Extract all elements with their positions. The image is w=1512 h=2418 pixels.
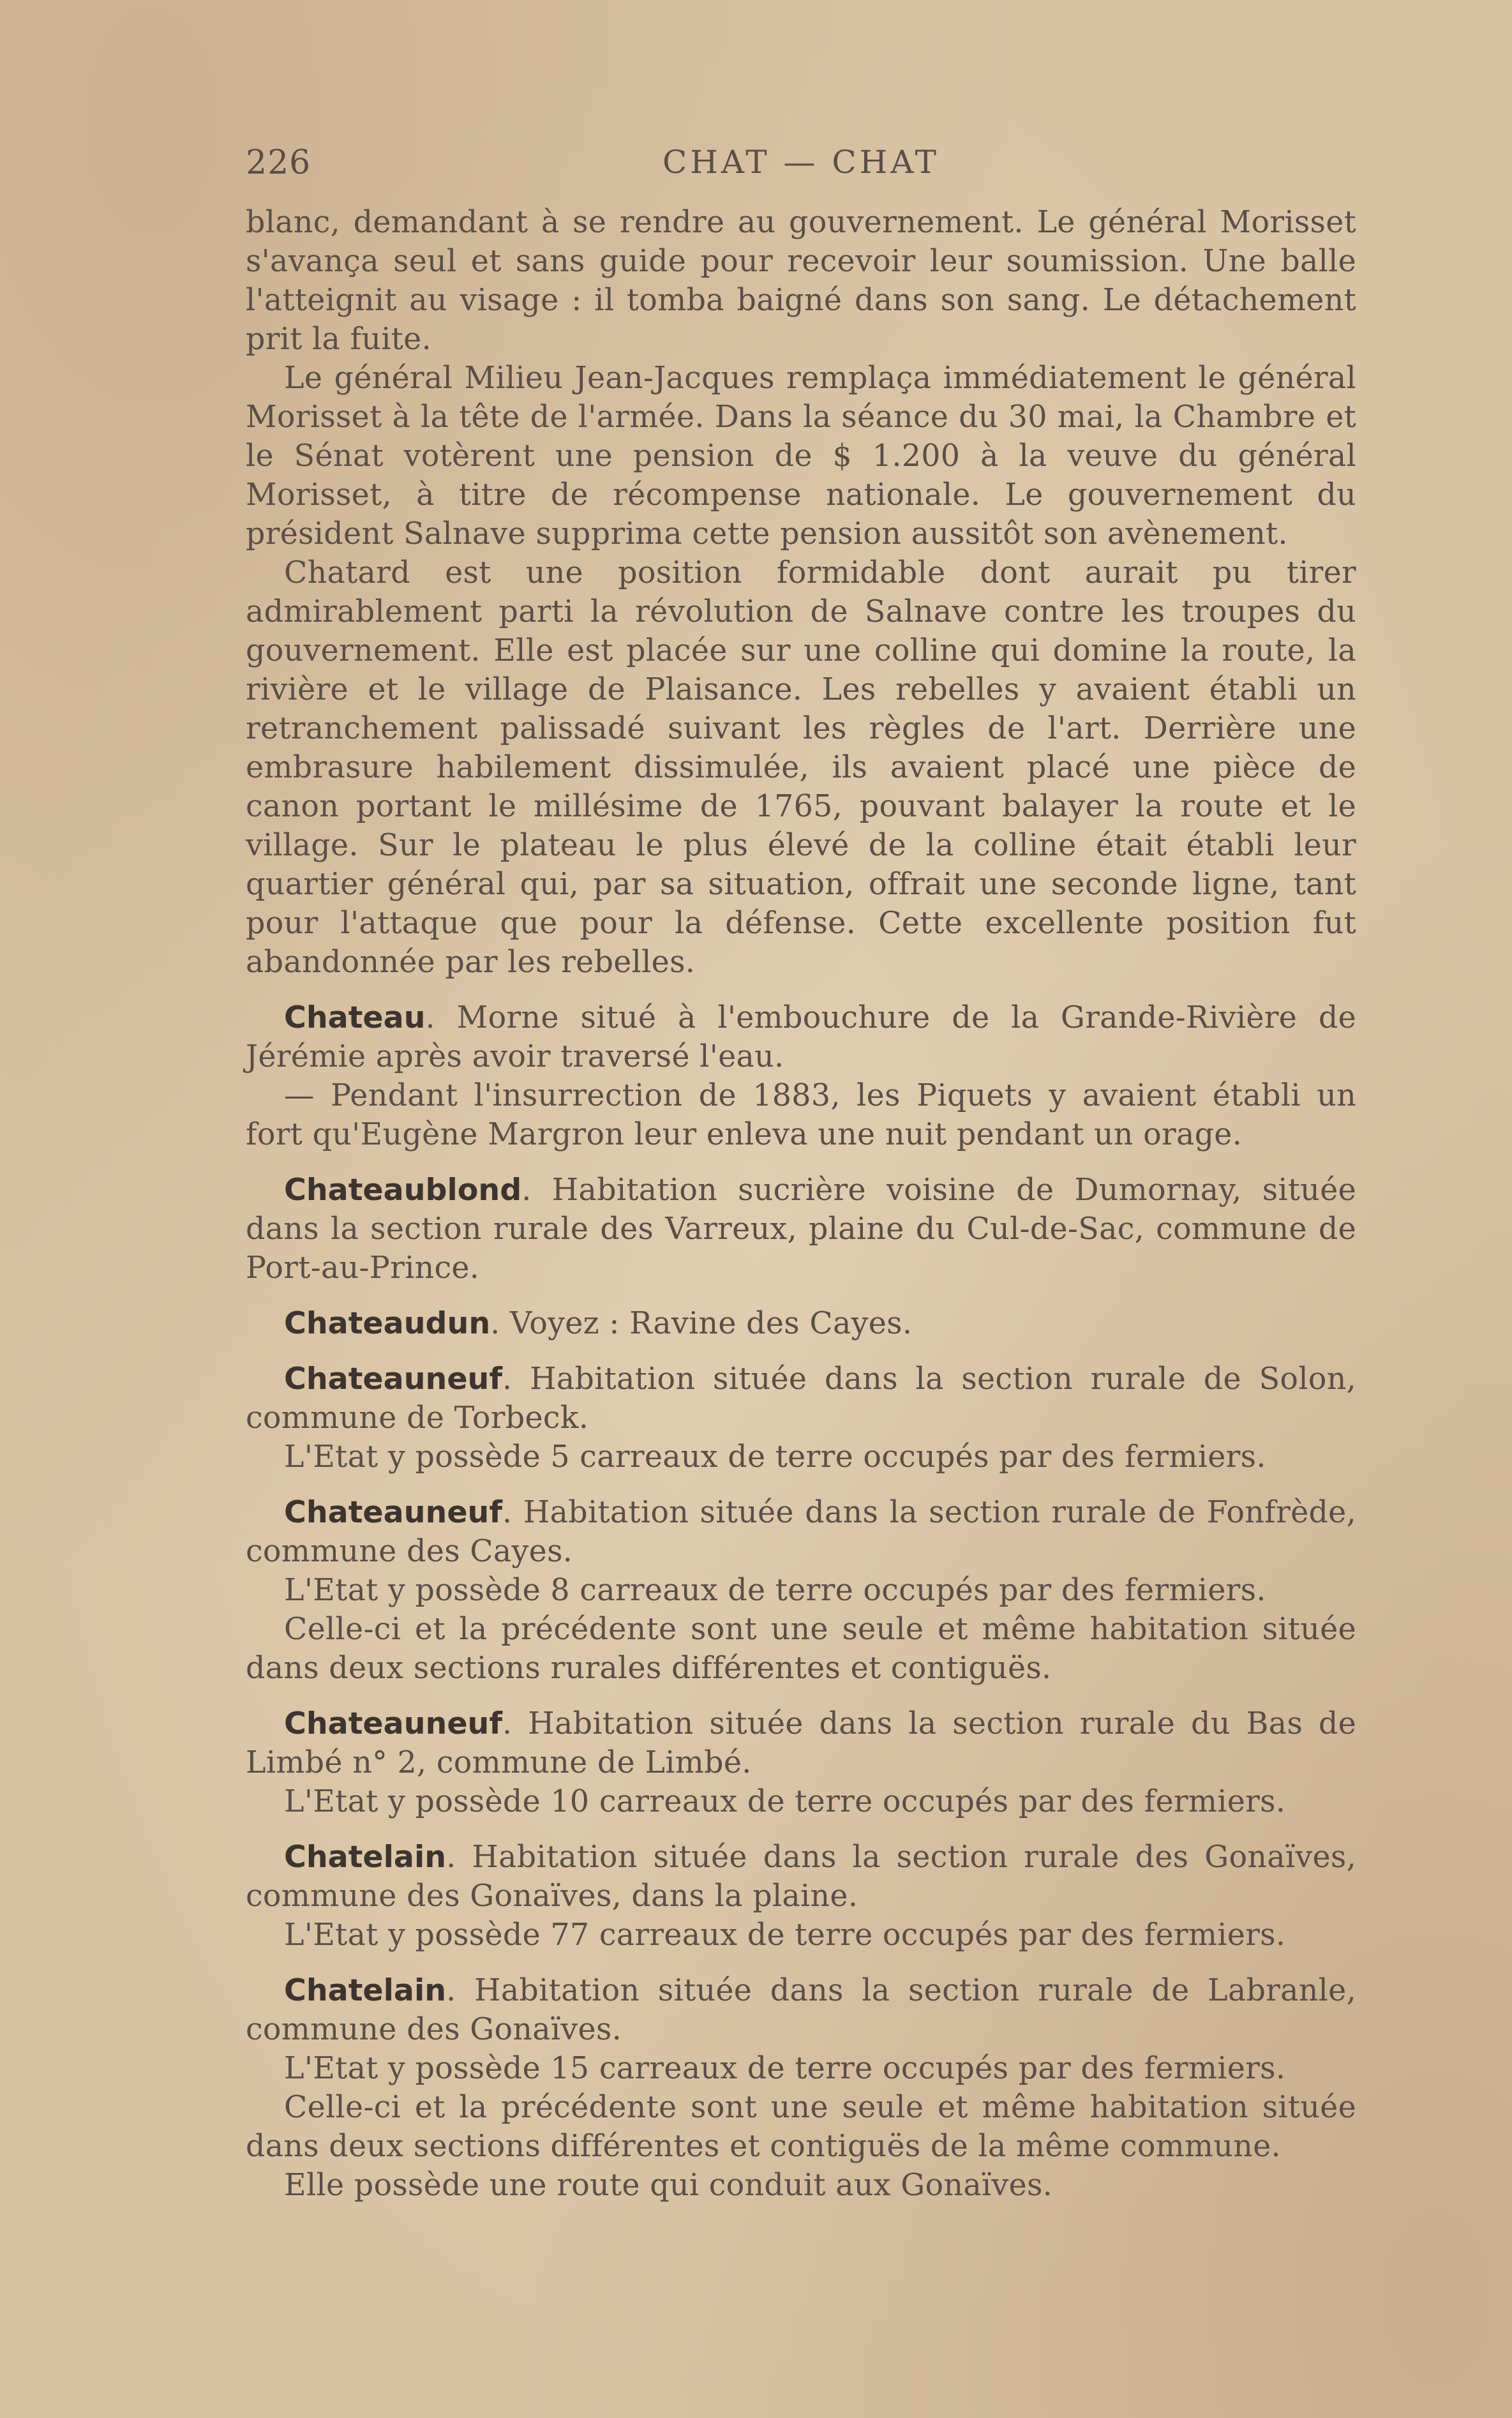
page-body [246, 203, 1356, 2205]
entry-paragraph: Elle possède une route qui conduit aux Gonaïves. [284, 2168, 1053, 2203]
paragraph: Le général Milieu Jean-Jacques remplaça immédiatement le général Morisset à la tête de l'armée. Dans la séance du 30 mai, la Chambre et le Sénat votèrent une pension de $ 1.200 à la veuve du général Morisset, à titre de récompense nationale. Le gouvernement du président Salnave supprima cette pension aussitôt son avènement. [246, 361, 1356, 552]
entry-definition: . Habitation sucrière voisine de Dumornay, située dans la section rurale des Varreux, plaine du Cul-de-Sac, commune de Port-au-Prince. [246, 1173, 1356, 1286]
entry-headword: Chateauneuf [284, 1706, 503, 1741]
entry-paragraph: L'Etat y possède 77 carreaux de terre occupés par des fermiers. [284, 1918, 1286, 1953]
entry-definition: . Voyez : Ravine des Cayes. [490, 1306, 913, 1341]
entry-headword: Chatelain [284, 1973, 447, 2008]
dictionary-entry [246, 1304, 1356, 1343]
dictionary-entry [246, 1171, 1356, 1288]
entry-paragraph: Celle-ci et la précédente sont une seule et même habitation située dans deux sections différentes et contiguës de la même commune. [246, 2090, 1356, 2164]
entry-paragraph: L'Etat y possède 15 carreaux de terre occupés par des fermiers. [284, 2051, 1286, 2086]
dictionary-entry [246, 998, 1356, 1076]
entry-definition: . Habitation située dans la section rurale de Solon, commune de Torbeck. [246, 1362, 1356, 1436]
running-title: CHAT — CHAT [662, 144, 939, 181]
entry-definition: . Habitation située dans la section rurale des Gonaïves, commune des Gonaïves, dans la plaine. [246, 1840, 1356, 1914]
entry-paragraph: — Pendant l'insurrection de 1883, les Piquets y avaient établi un fort qu'Eugène Margron leur enleva une nuit pendant un orage. [246, 1078, 1356, 1152]
entry-definition: . Habitation située dans la section rurale du Bas de Limbé n° 2, commune de Limbé. [246, 1706, 1356, 1780]
entry-headword: Chateauneuf [284, 1495, 503, 1530]
entry-definition: . Habitation située dans la section rurale de Fonfrède, commune des Cayes. [246, 1495, 1356, 1569]
entry-definition: . Morne situé à l'embouchure de la Grande-Rivière de Jérémie après avoir traversé l'eau. [246, 1000, 1356, 1074]
entry-headword: Chateauneuf [284, 1362, 503, 1397]
entry-definition: . Habitation située dans la section rurale de Labranle, commune des Gonaïves. [246, 1973, 1356, 2047]
entry-paragraph: L'Etat y possède 10 carreaux de terre occupés par des fermiers. [284, 1784, 1286, 1819]
dictionary-entry [246, 1704, 1356, 1782]
entry-headword: Chateau [284, 1000, 426, 1035]
entry-paragraph: Celle-ci et la précédente sont une seule et même habitation située dans deux sections rurales différentes et contiguës. [246, 1612, 1356, 1686]
paragraph: Chatard est une position formidable dont aurait pu tirer admirablement parti la révolution de Salnave contre les troupes du gouvernement. Elle est placée sur une colline qui domine la route, la rivière et le village de Plaisance. Les rebelles y avaient établi un retranchement palissadé suivant les règles de l'art. Derrière une embrasure habilement dissimulée, ils avaient placé une pièce de canon portant le millésime de 1765, pouvant balayer la route et le village. Sur le plateau le plus élevé de la colline était établi leur quartier général qui, par sa situation, offrait une seconde ligne, tant pour l'attaque que pour la défense. Cette excellente position fut abandonnée par les rebelles. [246, 555, 1356, 980]
entry-headword: Chateaublond [284, 1173, 522, 1208]
page-header [246, 144, 1356, 188]
page-number: 226 [246, 144, 311, 182]
entry-paragraph: L'Etat y possède 8 carreaux de terre occupés par des fermiers. [284, 1573, 1266, 1608]
entry-paragraph: L'Etat y possède 5 carreaux de terre occupés par des fermiers. [284, 1439, 1266, 1475]
entry-headword: Chatelain [284, 1840, 447, 1875]
dictionary-entry [246, 1360, 1356, 1438]
dictionary-entry [246, 1493, 1356, 1571]
paragraph: blanc, demandant à se rendre au gouvernement. Le général Morisset s'avança seul et sans guide pour recevoir leur soumission. Une balle l'atteignit au visage : il tomba baigné dans son sang. Le détachement prit la fuite. [246, 205, 1356, 357]
dictionary-entry [246, 1971, 1356, 2049]
entry-headword: Chateaudun [284, 1306, 491, 1341]
dictionary-entry [246, 1838, 1356, 1916]
